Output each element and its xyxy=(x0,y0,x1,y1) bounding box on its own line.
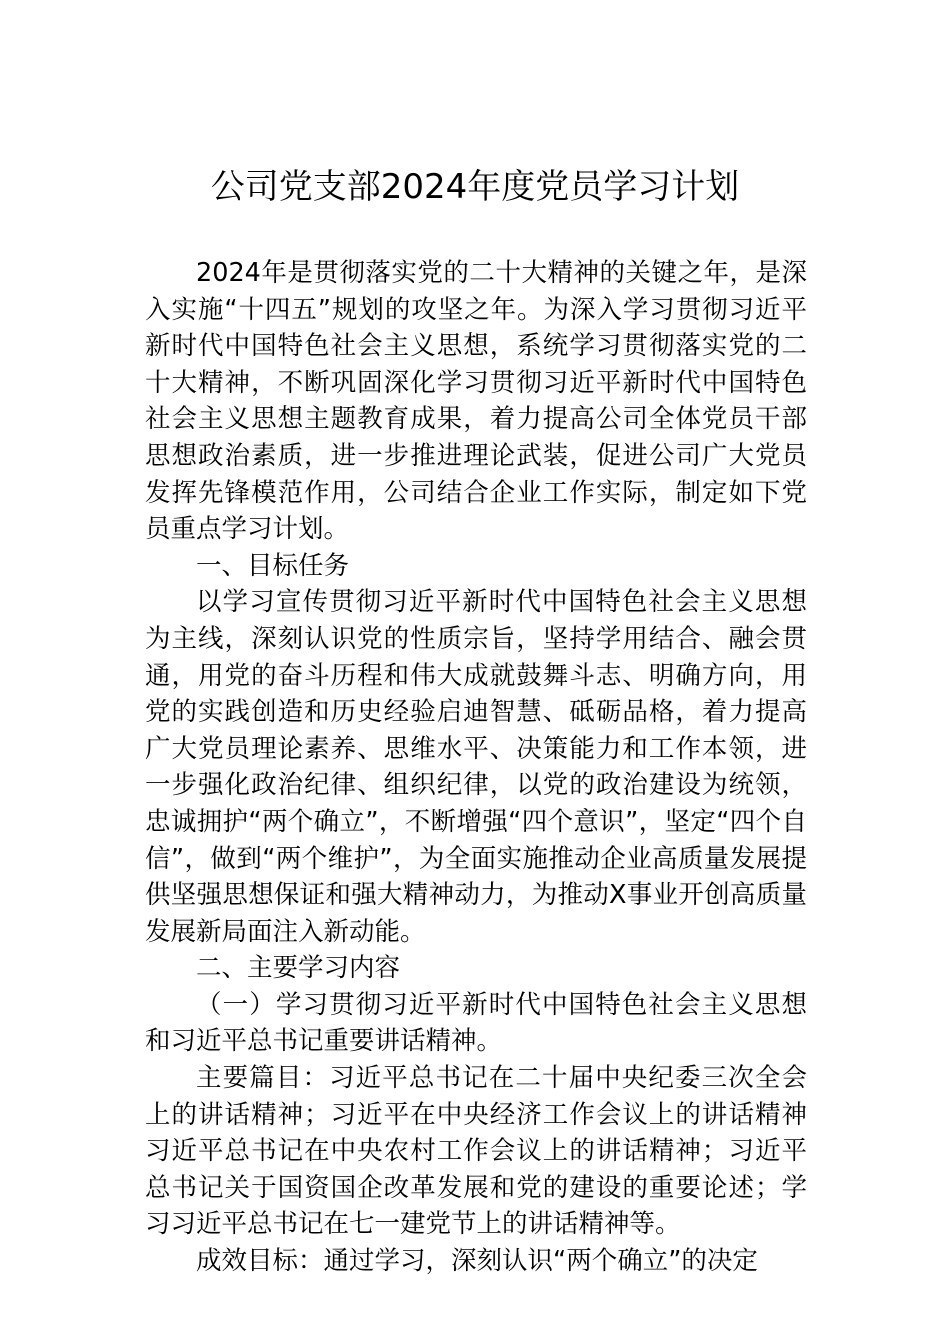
main-topics-paragraph: 主要篇目：习近平总书记在二十届中央纪委三次全会上的讲话精神；习近平在中央经济工作会议上的讲话精神习近平总书记在中央农村工作会议上的讲话精神；习近平总书记关于国资国企改革发展和党的建设的重要论述；学习习近平总书记在七一建党节上的讲话精神等。 xyxy=(145,1063,807,1240)
document-body xyxy=(145,255,807,1280)
goals-paragraph: 以学习宣传贯彻习近平新时代中国特色社会主义思想为主线，深刻认识党的性质宗旨，坚持学用结合、融会贯通，用党的奋斗历程和伟大成就鼓舞斗志、明确方向，用党的实践创造和历史经验启迪智慧、砥砺品格，着力提高广大党员理论素养、思维水平、决策能力和工作本领，进一步强化政治纪律、组织纪律，以党的政治建设为统领，忠诚拥护“两个确立”，不断增强“四个意识”，坚定“四个自信”，做到“两个维护”，为全面实施推动企业高质量发展提供坚强思想保证和强大精神动力，为推动X事业开创高质量发展新局面注入新动能。 xyxy=(145,587,807,947)
outcome-goals-paragraph: 成效目标：通过学习，深刻认识“两个确立”的决定 xyxy=(196,1246,758,1277)
section-heading-content: 二、主要学习内容 xyxy=(196,953,401,984)
document-title: 公司党支部2024年度党员学习计划 xyxy=(210,167,740,207)
subsection-heading-1: （一）学习贯彻习近平新时代中国特色社会主义思想和习近平总书记重要讲话精神。 xyxy=(145,989,807,1057)
intro-paragraph: 2024年是贯彻落实党的二十大精神的关键之年，是深入实施“十四五”规划的攻坚之年。为深入学习贯彻习近平新时代中国特色社会主义思想，系统学习贯彻落实党的二十大精神，不断巩固深化学习贯彻习近平新时代中国特色社会主义思想主题教育成果，着力提高公司全体党员干部思想政治素质，进一步推进理论武装，促进公司广大党员发挥先锋模范作用，公司结合企业工作实际，制定如下党员重点学习计划。 xyxy=(145,258,807,545)
section-heading-goals: 一、目标任务 xyxy=(196,550,350,581)
